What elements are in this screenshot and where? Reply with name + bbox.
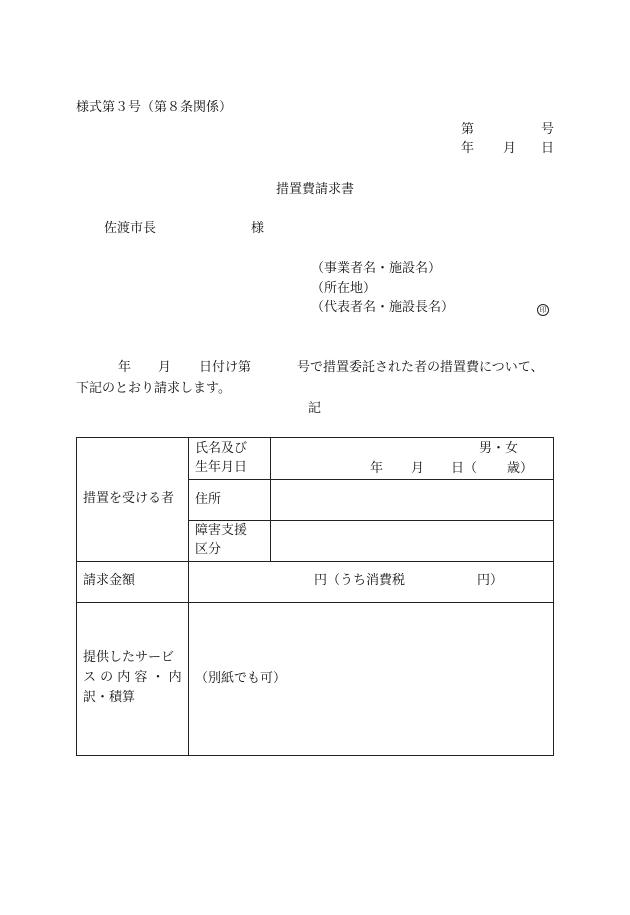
body-day-dated: 日付け第 <box>199 360 252 375</box>
date-month: 月 <box>503 141 517 156</box>
sex-options: 男・女 <box>479 441 519 456</box>
seal-char: 印 <box>537 304 549 316</box>
dob-day: 日（ <box>451 461 478 476</box>
dob-year: 年 <box>370 461 384 476</box>
table-row-line-4 <box>77 602 554 603</box>
seal-icon <box>537 300 549 318</box>
dob-age: 歳） <box>507 461 534 476</box>
table-row-line-2 <box>188 520 554 521</box>
body-line2: 下記のとおり請求します。 <box>76 381 231 396</box>
sender-representative: （代表者名・施設長名） <box>311 300 455 315</box>
date-year: 年 <box>461 141 475 156</box>
table-col-divider-2 <box>270 438 271 561</box>
dob-month: 月 <box>411 461 425 476</box>
addressee-honorific: 様 <box>251 221 265 236</box>
doc-number-suffix: 号 <box>541 122 555 137</box>
service-header-line2: ス の 内 容 ・ 内 <box>83 670 182 685</box>
body-month: 月 <box>158 360 172 375</box>
sender-address: （所在地） <box>311 281 377 296</box>
address-label: 住所 <box>195 492 222 507</box>
table-col-divider-1 <box>188 438 189 755</box>
date-day: 日 <box>541 141 555 156</box>
amount-yen: 円（うち消費税 <box>314 573 406 588</box>
table-row-line-3 <box>77 561 554 562</box>
disability-label-line2: 区分 <box>195 542 222 557</box>
doc-number-prefix: 第 <box>461 122 475 137</box>
claim-table <box>76 437 554 756</box>
amount-yen-close: 円） <box>477 573 504 588</box>
service-header-line1: 提供したサービ <box>83 650 175 665</box>
name-label-line2: 生年月日 <box>195 460 248 475</box>
name-label-line1: 氏名及び <box>195 441 248 456</box>
recipient-header: 措置を受ける者 <box>83 491 175 506</box>
sender-business-name: （事業者名・施設名） <box>311 261 442 276</box>
disability-label-line1: 障害支援 <box>195 523 248 538</box>
form-number: 様式第３号（第８条関係） <box>76 100 233 115</box>
amount-header: 請求金額 <box>83 573 136 588</box>
service-note: （別紙でも可） <box>195 671 287 686</box>
body-year: 年 <box>118 360 132 375</box>
body-line1-rest: 号で措置委託された者の措置費について、 <box>297 360 544 375</box>
service-header-line3: 訳・積算 <box>83 690 136 705</box>
ki-marker: 記 <box>308 401 322 416</box>
table-row-line-1 <box>188 479 554 480</box>
addressee-name: 佐渡市長 <box>104 221 157 236</box>
document-title: 措置費請求書 <box>276 182 355 197</box>
